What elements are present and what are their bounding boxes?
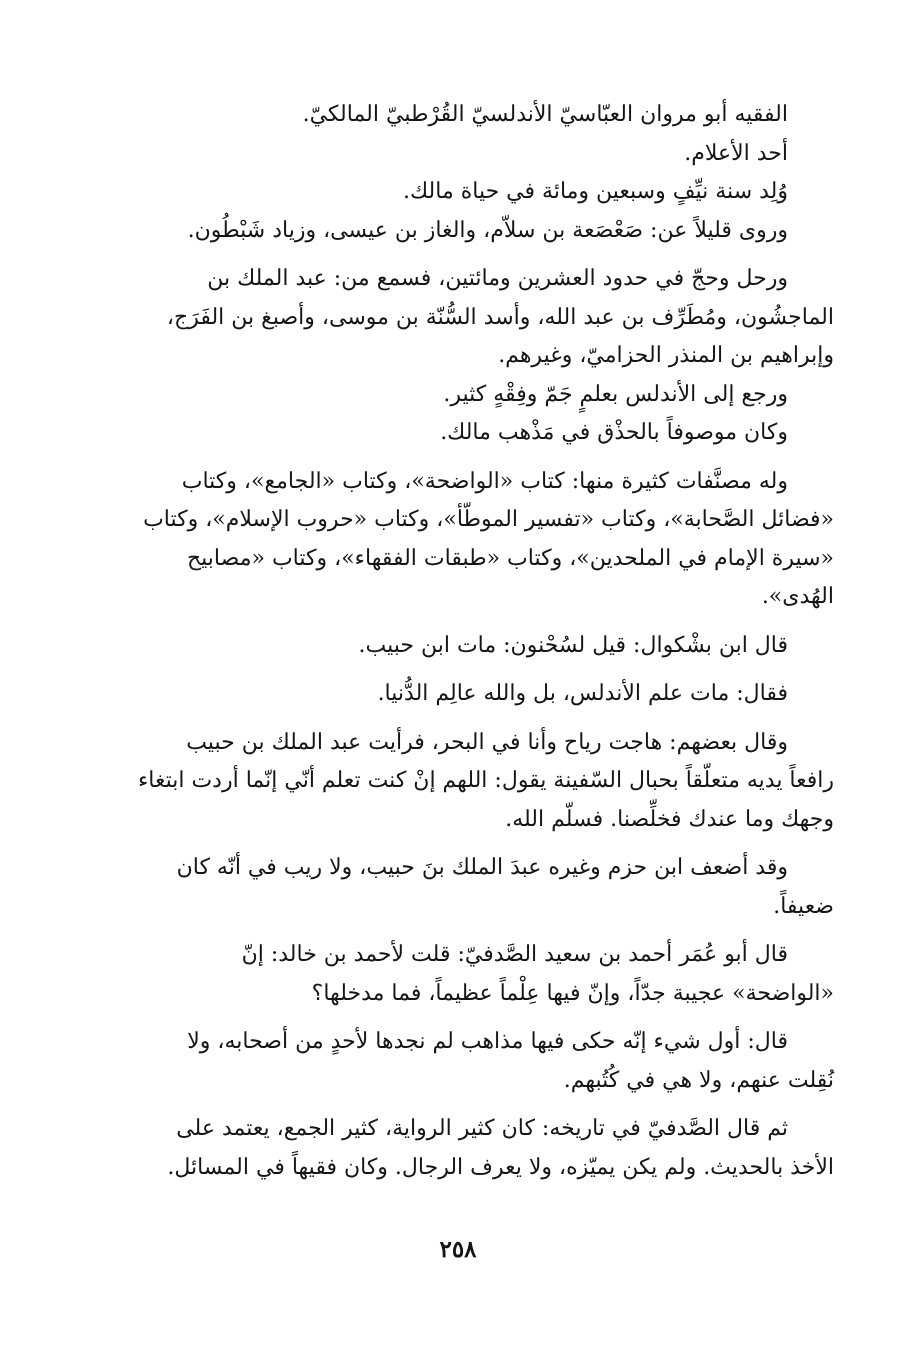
text-line: فقال: مات علم الأندلس، بل والله عالِم الدُّنيا. xyxy=(377,681,788,706)
text-line: وروى قليلاً عن: صَعْصَعة بن سلاّم، والغاز بن عيسى، وزياد شَبْطُون. xyxy=(187,217,788,243)
paragraph-works xyxy=(112,463,834,617)
text-line: الفقيه أبو مروان العبّاسيّ الأندلسيّ القُرْطبيّ المالكيّ. xyxy=(302,102,788,127)
text-line: قال أبو عُمَر أحمد بن سعيد الصَّدفيّ: قلت لأحمد بن خالد: إنّ xyxy=(241,942,788,967)
text-line: رافعاً يديه متعلّقاً بحبال السّفينة يقول: اللهم إنْ كنت تعلم أنّي إنّما أردت ابتغاء xyxy=(137,768,834,793)
paragraph-reply xyxy=(112,675,834,714)
text-line: ثم قال الصَّدفيّ في تاريخه: كان كثير الرواية، كثير الجمع، يعتمد على xyxy=(176,1116,788,1141)
text-line: أحد الأعلام. xyxy=(684,140,788,166)
text-line: ضعيفاً. xyxy=(773,893,834,919)
page-number: ٢٥٨ xyxy=(439,1236,477,1263)
text-line: وكان موصوفاً بالحذْق في مَذْهب مالك. xyxy=(440,420,788,445)
paragraph-abu-umar xyxy=(112,936,834,1013)
text-line: وإبراهيم بن المنذر الحزاميّ، وغيرهم. xyxy=(498,343,834,368)
text-line: قال: أول شيء إنّه حكى فيها مذاهب لم نجدها لأحدٍ من أصحابه، ولا xyxy=(187,1029,788,1054)
paragraph-biography xyxy=(112,96,834,250)
text-line: «فضائل الصَّحابة»، وكتاب «تفسير الموطّأ»، وكتاب «حروب الإسلام»، وكتاب xyxy=(143,507,834,532)
text-line: الهُدى». xyxy=(761,584,834,609)
paragraph-sea-story xyxy=(112,724,834,840)
text-line: الماجشُون، ومُطَرِّف بن عبد الله، وأسد السُّنّة بن موسى، وأصبغ بن الفَرَج، xyxy=(166,304,834,330)
paragraph-answer xyxy=(112,1023,834,1100)
text-line: وقال بعضهم: هاجت رياح وأنا في البحر، فرأيت عبد الملك بن حبيب xyxy=(186,729,788,755)
text-line: وله مصنَّفات كثيرة منها: كتاب «الواضحة»، وكتاب «الجامع»، وكتاب xyxy=(181,468,788,494)
paragraph-travel xyxy=(112,260,834,453)
text-line: «سيرة الإمام في الملحدين»، وكتاب «طبقات الفقهاء»، وكتاب «مصابيح xyxy=(186,545,834,571)
text-line: الأخذ بالحديث. ولم يكن يميّزه، ولا يعرف الرجال. وكان فقيهاً في المسائل. xyxy=(167,1154,834,1180)
paragraph-weakness xyxy=(112,849,834,926)
text-line: ورحل وحجّ في حدود العشرين ومائتين، فسمع من: عبد الملك بن xyxy=(207,266,788,291)
paragraph-sadafi xyxy=(112,1110,834,1187)
paragraph-ibn-bashkuwal xyxy=(112,627,834,666)
text-line: «الواضحة» عجيبة جدّاً، وإنّ فيها عِلْماً عظيماً، فما مدخلها؟ xyxy=(311,980,834,1006)
page-body xyxy=(112,96,834,1187)
text-line: وقد أضعف ابن حزم وغيره عبدَ الملك بنَ حبيب، ولا ريب في أنّه كان xyxy=(176,855,788,880)
text-line: قال ابن بشْكوال: قيل لسُحْنون: مات ابن حبيب. xyxy=(358,632,788,658)
text-line: ورجع إلى الأندلس بعلمٍ جَمّ وفِقْهٍ كثير. xyxy=(443,381,788,407)
text-line: نُقِلت عنهم، ولا هي في كُتُبهم. xyxy=(563,1067,834,1093)
text-line: وُلِد سنة نيِّفٍ وسبعين ومائة في حياة مالك. xyxy=(403,179,788,204)
text-line: وجهك وما عندك فخلِّصنا. فسلّم الله. xyxy=(505,806,834,832)
